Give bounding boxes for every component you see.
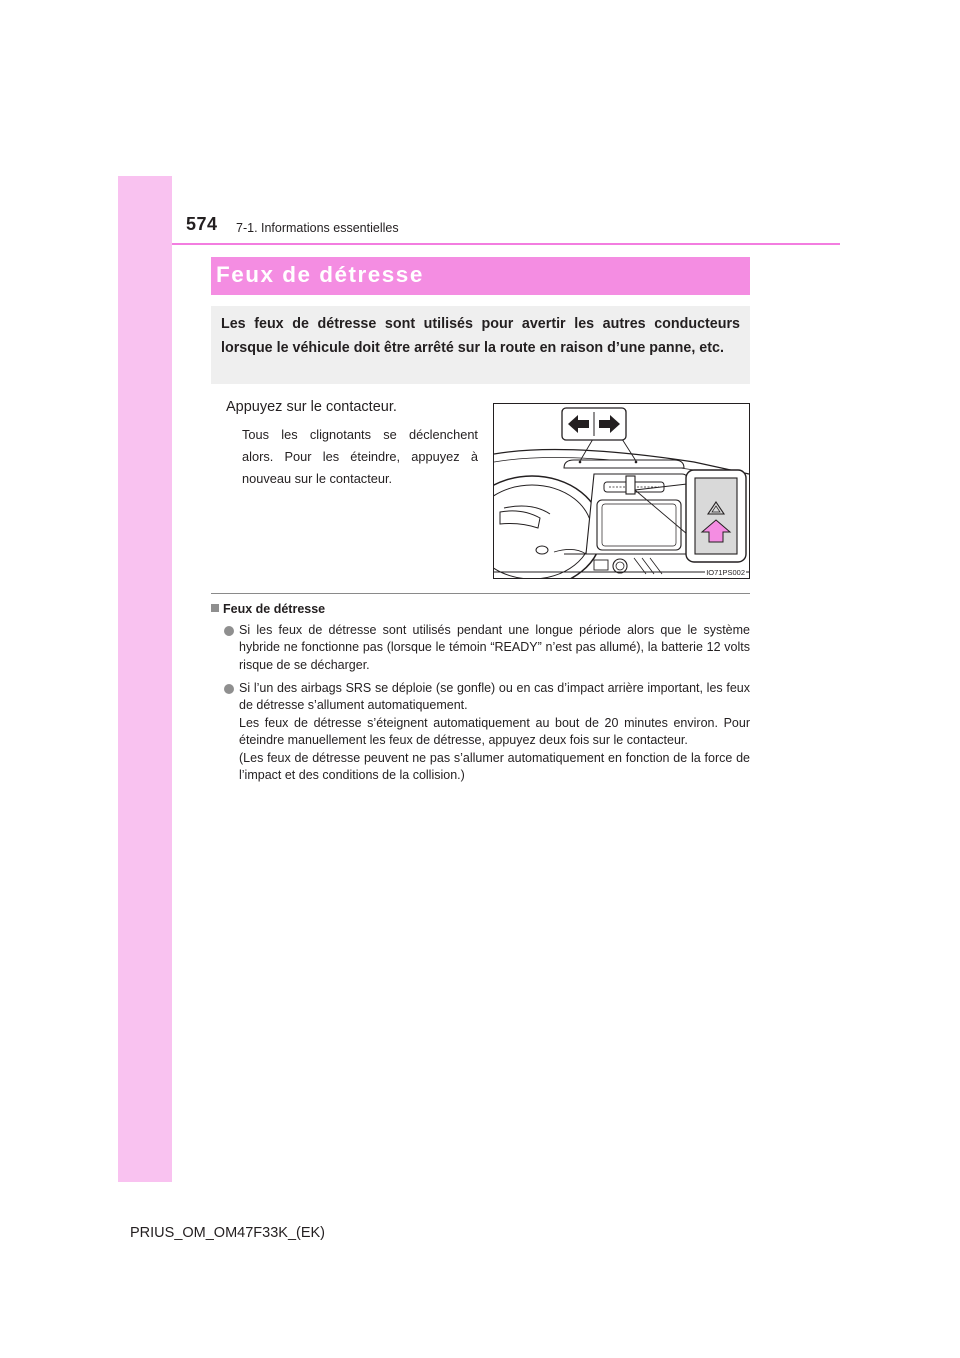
- header-rule: [172, 243, 840, 245]
- note-text: (Les feux de détresse peuvent ne pas s’allumer automatiquement en fonction de la force de l’impact et des conditions de la collision.): [239, 750, 750, 783]
- note-text: Les feux de détresse s’éteignent automatiquement au bout de 20 minutes environ. Pour éteindre manuellement les feux de détresse, appuyez deux fois sur le contacteur.: [239, 715, 750, 748]
- notes-heading: [211, 602, 325, 616]
- notes-heading-text: Feux de détresse: [223, 602, 326, 616]
- note-text: Si l’un des airbags SRS se déploie (se gonfle) ou en cas d’impact arrière important, les feux de détresse s’allument automatiquement.: [239, 681, 750, 713]
- note-item: [224, 680, 750, 784]
- hazard-switch: [695, 478, 737, 554]
- section-rule: [211, 593, 750, 594]
- note-text: Si les feux de détresse sont utilisés pendant une longue période alors que le système hybride ne fonctionne pas (lorsque le témoin “READY” n’est pas allumé), la batterie 12 volts risque de se décharger.: [239, 623, 750, 672]
- footer-doc-code: PRIUS_OM_OM47F33K_(EK): [130, 1225, 326, 1241]
- square-bullet-icon: [211, 604, 219, 612]
- dashboard-illustration: [493, 403, 750, 579]
- step-description: Tous les clignotants se déclenchent alors. Pour les éteindre, appuyez à nouveau sur le contacteur.: [242, 427, 478, 486]
- note-item: [224, 622, 750, 674]
- dashboard-drawing: [494, 404, 749, 578]
- figure-code: IO71PS002: [706, 568, 745, 577]
- intro-text: Les feux de détresse sont utilisés pour avertir les autres conducteurs lorsque le véhicule doit être arrêté sur la route en raison d’une panne, etc.: [221, 316, 740, 356]
- chapter-sidebar-tab: [118, 176, 172, 1182]
- bullet-icon: [224, 684, 234, 694]
- section-label: 7-1. Informations essentielles: [236, 221, 399, 235]
- page-number: 574: [186, 214, 218, 234]
- bullet-icon: [224, 626, 234, 636]
- page-title: Feux de détresse: [216, 262, 424, 287]
- step-title: Appuyez sur le contacteur.: [226, 399, 397, 415]
